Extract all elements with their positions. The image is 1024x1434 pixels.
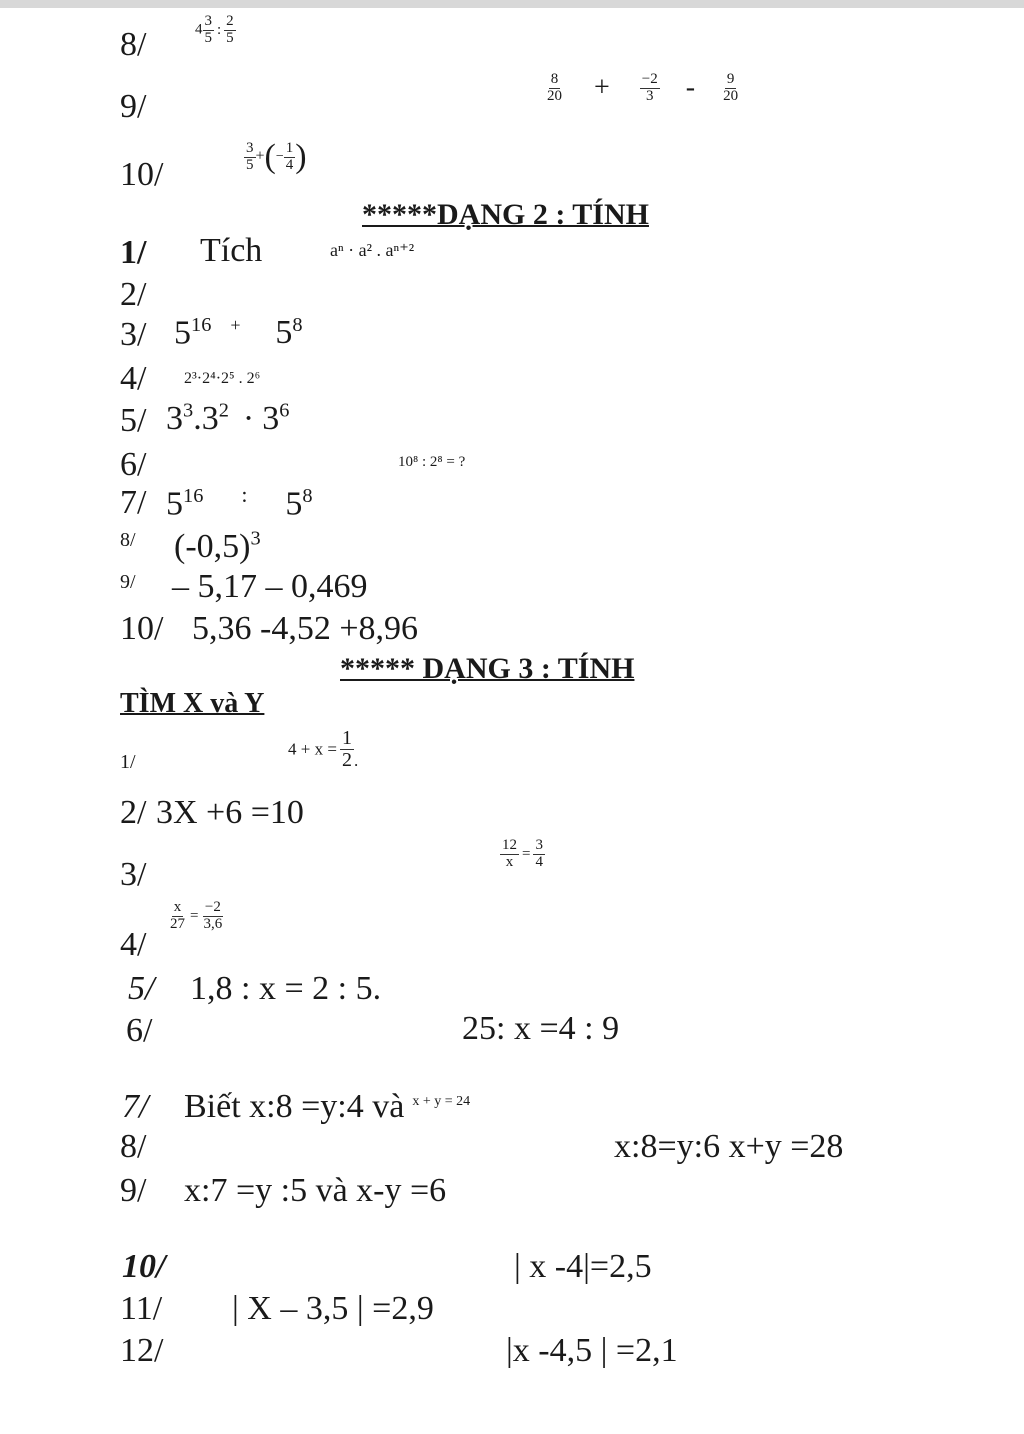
item-number: 4/ xyxy=(120,926,147,963)
math-expression: 25: x =4 : 9 xyxy=(462,1010,620,1047)
math-expression: $\frac{x}{27}$ = $\frac{-2}{3,6}$ xyxy=(170,899,223,932)
top-edge-strip xyxy=(0,0,1024,8)
math-expression: 10⁸ : 2⁸ = ? xyxy=(398,454,466,470)
math-expression: aⁿ · a² . aⁿ⁺² xyxy=(330,240,415,260)
item-number: 12/ xyxy=(120,1332,164,1369)
item-number: 6/ xyxy=(126,1012,153,1049)
item-number: 2/ xyxy=(120,276,147,313)
math-expression: x:8=y:6 x+y =28 xyxy=(614,1128,844,1165)
math-expression: $(-0,5)^3$ xyxy=(174,527,261,565)
item-number: 7/ xyxy=(120,484,147,521)
item-number: 9/ xyxy=(120,88,147,125)
item-number: 4/ xyxy=(120,360,147,397)
math-expression: $\frac{8}{20}$ + $\frac{-2}{3}$ - $\frac{9}{20}$ xyxy=(547,71,739,104)
item-number: 9/ xyxy=(120,571,136,593)
item-number: 10/ xyxy=(120,156,164,193)
math-expression: $5^{16} + 5^8$ xyxy=(174,314,303,352)
math-expression: 4 $\frac{3}{5}$ : $\frac{2}{5}$ xyxy=(195,13,234,46)
math-expression: 4 + x = $\frac{1}{2}$ . xyxy=(288,727,359,771)
item-number: 6/ xyxy=(120,446,147,483)
item-label: Tích xyxy=(200,232,263,269)
math-expression: 3X +6 =10 xyxy=(156,794,304,831)
section-subheading: TÌM X và Y xyxy=(120,688,265,719)
item-number: 3/ xyxy=(120,856,147,893)
math-expression: 2³·2⁴·2⁵ . 2⁶ xyxy=(184,370,261,387)
section-heading: ***** DẠNG 3 : TÍNH xyxy=(340,652,635,685)
math-expression: | X – 3,5 | =2,9 xyxy=(232,1290,434,1327)
math-expression: |x -4,5 | =2,1 xyxy=(506,1332,678,1369)
item-number: 1/ xyxy=(120,234,147,271)
item-number: 8/ xyxy=(120,26,147,63)
item-number: 11/ xyxy=(120,1290,163,1327)
math-expression: – 5,17 – 0,469 xyxy=(172,568,368,605)
math-expression: $5^{16}$ : $5^8$ xyxy=(166,482,313,523)
math-expression: 1,8 : x = 2 : 5. xyxy=(190,970,382,1007)
math-expression: 5,36 -4,52 +8,96 xyxy=(192,610,418,647)
section-heading: *****DẠNG 2 : TÍNH xyxy=(362,198,649,231)
item-number: 5/ xyxy=(128,970,155,1007)
math-expression: $3^3.3^2 \cdot 3^6$ xyxy=(166,399,290,437)
item-number: 5/ xyxy=(120,402,147,439)
item-number: 3/ xyxy=(120,316,147,353)
math-expression: Biết x:8 =y:4 và $^{x + y = 24}$ xyxy=(184,1088,471,1125)
item-number: 9/ xyxy=(120,1172,147,1209)
item-number: 8/ xyxy=(120,1128,147,1165)
math-expression: $\frac{3}{5}$ +(− $\frac{1}{4}$ ) xyxy=(246,138,307,175)
item-number: 7/ xyxy=(122,1088,149,1125)
item-number: 1/ xyxy=(120,751,136,773)
math-expression: x:7 =y :5 và x-y =6 xyxy=(184,1172,447,1209)
math-expression: | x -4|=2,5 xyxy=(514,1248,652,1285)
item-number: 8/ xyxy=(120,529,136,551)
item-number: 2/ xyxy=(120,794,147,831)
item-number: 10/ xyxy=(122,1248,166,1285)
item-number: 10/ xyxy=(120,610,164,647)
math-expression: $\frac{12}{x}$ = $\frac{3}{4}$ xyxy=(502,837,543,870)
